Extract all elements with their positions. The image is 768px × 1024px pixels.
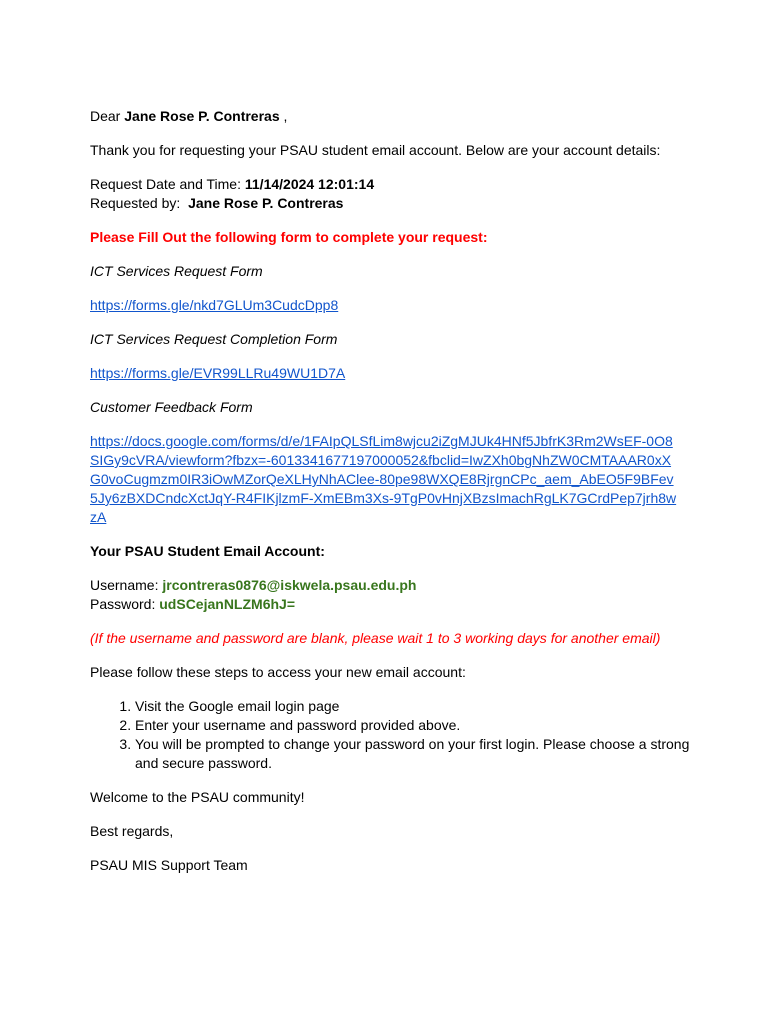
link-ict-completion-form[interactable]: https://forms.gle/EVR99LLRu49WU1D7A — [90, 365, 346, 381]
step-item: 1. Visit the Google email login page — [135, 697, 690, 716]
greeting-comma: , — [283, 108, 288, 124]
username-line — [90, 576, 690, 595]
steps-list — [90, 697, 690, 773]
request-date-value: 11/14/2024 12:01:14 — [244, 176, 375, 192]
form-title-ict-completion: ICT Services Request Completion Form — [90, 331, 338, 347]
requested-by-label: Requested by: — [90, 195, 181, 211]
link-customer-feedback-form[interactable]: https://docs.google.com/forms/d/e/1FAIpQLSfLim8wjcu2iZgMJUk4HNf5JbfrK3Rm2WsEF-0O8SIGy9cVRA/viewform?fbzx=-6013341677197000052&fbclid=IwZXh0bgNhZW0CMTAAAR0xXG0voCugmzm0IR3iOwMZorQeXLHyNhAClee-80pe98WXQE8RjrgnCPc_aem_AbEO5F9BFev5Jy6zBXDCndcXctJqY-R4FIKjlzmF-XmEBm3Xs-9TgP0vHnjXBzsImachRgLK7GCrdPep7jrh8wzA — [90, 433, 677, 525]
greeting-line — [90, 107, 690, 126]
request-date-label: Request Date and Time: — [90, 176, 241, 192]
link-ict-request-form[interactable]: https://forms.gle/nkd7GLUm3CudcDpp8 — [90, 297, 339, 313]
request-date-line — [90, 175, 690, 194]
password-value: udSCejanNLZM6hJ= — [159, 596, 295, 612]
intro-text: Thank you for requesting your PSAU student email account. Below are your account details: — [90, 142, 661, 158]
form-title-customer-feedback: Customer Feedback Form — [90, 399, 253, 415]
fill-out-notice: Please Fill Out the following form to complete your request: — [90, 229, 488, 245]
step-item: 3. You will be prompted to change your password on your first login. Please choose a strong and secure password. — [135, 735, 690, 773]
blank-credentials-notice: (If the username and password are blank, please wait 1 to 3 working days for another email) — [90, 630, 661, 646]
requested-by-value: Jane Rose P. Contreras — [188, 195, 344, 211]
recipient-name: Jane Rose P. Contreras — [124, 108, 280, 124]
requested-by-line — [90, 194, 690, 213]
closing-text: Best regards, — [90, 823, 174, 839]
welcome-text: Welcome to the PSAU community! — [90, 789, 305, 805]
steps-intro: Please follow these steps to access your new email account: — [90, 664, 466, 680]
username-label: Username: — [90, 577, 159, 593]
step-item: 2. Enter your username and password provided above. — [135, 716, 690, 735]
username-value: jrcontreras0876@iskwela.psau.edu.ph — [162, 577, 417, 593]
email-body — [90, 107, 690, 875]
greeting-salutation: Dear — [90, 108, 121, 124]
signature-text: PSAU MIS Support Team — [90, 857, 248, 873]
account-heading: Your PSAU Student Email Account: — [90, 543, 325, 559]
form-title-ict-request: ICT Services Request Form — [90, 263, 263, 279]
password-line — [90, 595, 690, 614]
password-label: Password: — [90, 596, 156, 612]
